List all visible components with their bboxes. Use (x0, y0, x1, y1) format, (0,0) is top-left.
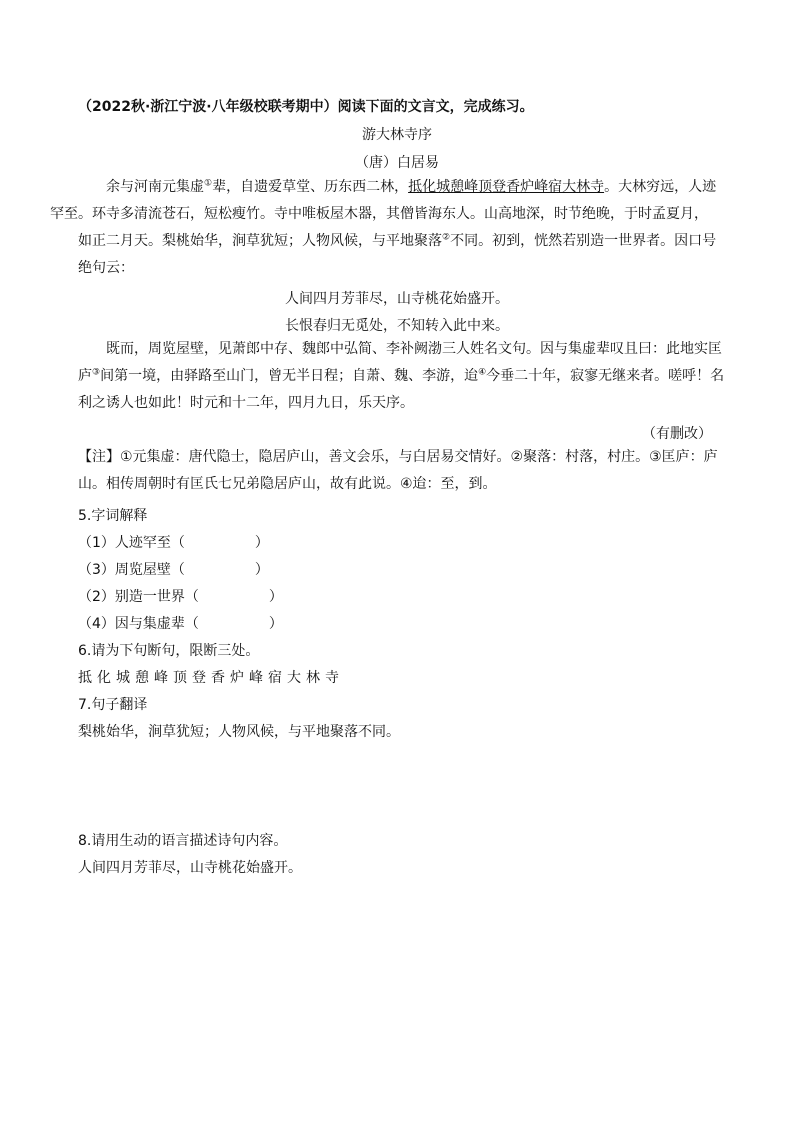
question-5-title: 5.字词解释 (78, 508, 148, 524)
paragraph-1-line-2: 罕至。环寺多清流苍石，短松瘦竹。寺中唯板屋木器，其僧皆海东人。山高地深，时节绝晚，于时孟夏月， (50, 206, 708, 222)
paragraph-1-line-3: 如正二月天。梨桃始华，涧草犹短；人物风候，与平地聚落②不同。初到，恍然若别造一世界者。因口号 (78, 232, 717, 249)
paragraph-1-line-4: 绝句云： (78, 260, 134, 276)
footnote-marker-1: ① (204, 178, 213, 189)
paragraph-2-line-1: 既而，周览屋壁，见萧郎中存、魏郎中弘简、李补阙渤三人姓名文句。因与集虚辈叹且曰：此地实匡 (106, 341, 722, 357)
passage-author: （唐）白居易 (355, 155, 439, 171)
question-5-item-2: （3）周览屋壁（ ） (78, 562, 269, 578)
question-6-sentence: 抵化城憩峰顶登香炉峰宿大林寺 (78, 670, 344, 686)
question-7-title: 7.句子翻译 (78, 697, 148, 713)
annotations-line-2: 山。相传周朝时有匡氏七兄弟隐居庐山，故有此说。④迨：至，到。 (78, 476, 497, 492)
question-8-sentence: 人间四月芳菲尽，山寺桃花始盛开。 (78, 860, 302, 876)
poem-line-2: 长恨春归无觅处，不知转入此中来。 (285, 318, 509, 334)
question-8-title: 8.请用生动的语言描述诗句内容。 (78, 833, 288, 849)
exam-header: （2022秋·浙江宁波·八年级校联考期中）阅读下面的文言文，完成练习。 (78, 99, 534, 115)
poem-line-1: 人间四月芳菲尽，山寺桃花始盛开。 (285, 291, 509, 307)
passage-paragraph-1 (50, 174, 718, 282)
footnote-marker-4: ④ (478, 367, 487, 378)
question-5-item-4: （4）因与集虚辈（ ） (78, 616, 283, 632)
question-7-sentence: 梨桃始华，涧草犹短；人物风候，与平地聚落不同。 (78, 724, 400, 740)
annotations-line-1: 【注】①元集虚：唐代隐士，隐居庐山，善文会乐，与白居易交情好。②聚落：村落，村庄。③匡庐：庐 (78, 449, 718, 465)
passage-paragraph-2 (78, 336, 725, 417)
paragraph-2-line-3: 利之诱人也如此！时元和十二年，四月九日，乐天序。 (78, 395, 414, 411)
paragraph-2-line-2: 庐③间第一境，由驿路至山门，曾无半日程；自萧、魏、李游，迨④今垂二十年，寂寥无继来者。嗟呼！名 (78, 367, 725, 384)
passage-title: 游大林寺序 (362, 127, 432, 143)
footnote-marker-3: ③ (92, 367, 101, 378)
paragraph-1-line-1: 余与河南元集虚①辈，自遗爱草堂、历东西二林，抵化城憩峰顶登香炉峰宿大林寺。大林穷远，人迹 (106, 178, 717, 195)
question-5-item-3: （2）别造一世界（ ） (78, 589, 283, 605)
footnote-marker-2: ② (442, 232, 451, 243)
question-5-item-1: （1）人迹罕至（ ） (78, 535, 269, 551)
annotations-block (78, 444, 718, 498)
underlined-sentence: 抵化城憩峰顶登香炉峰宿大林寺 (408, 179, 605, 195)
question-6-title: 6.请为下句断句，限断三处。 (78, 643, 260, 659)
source-note: （有删改） (642, 426, 712, 442)
